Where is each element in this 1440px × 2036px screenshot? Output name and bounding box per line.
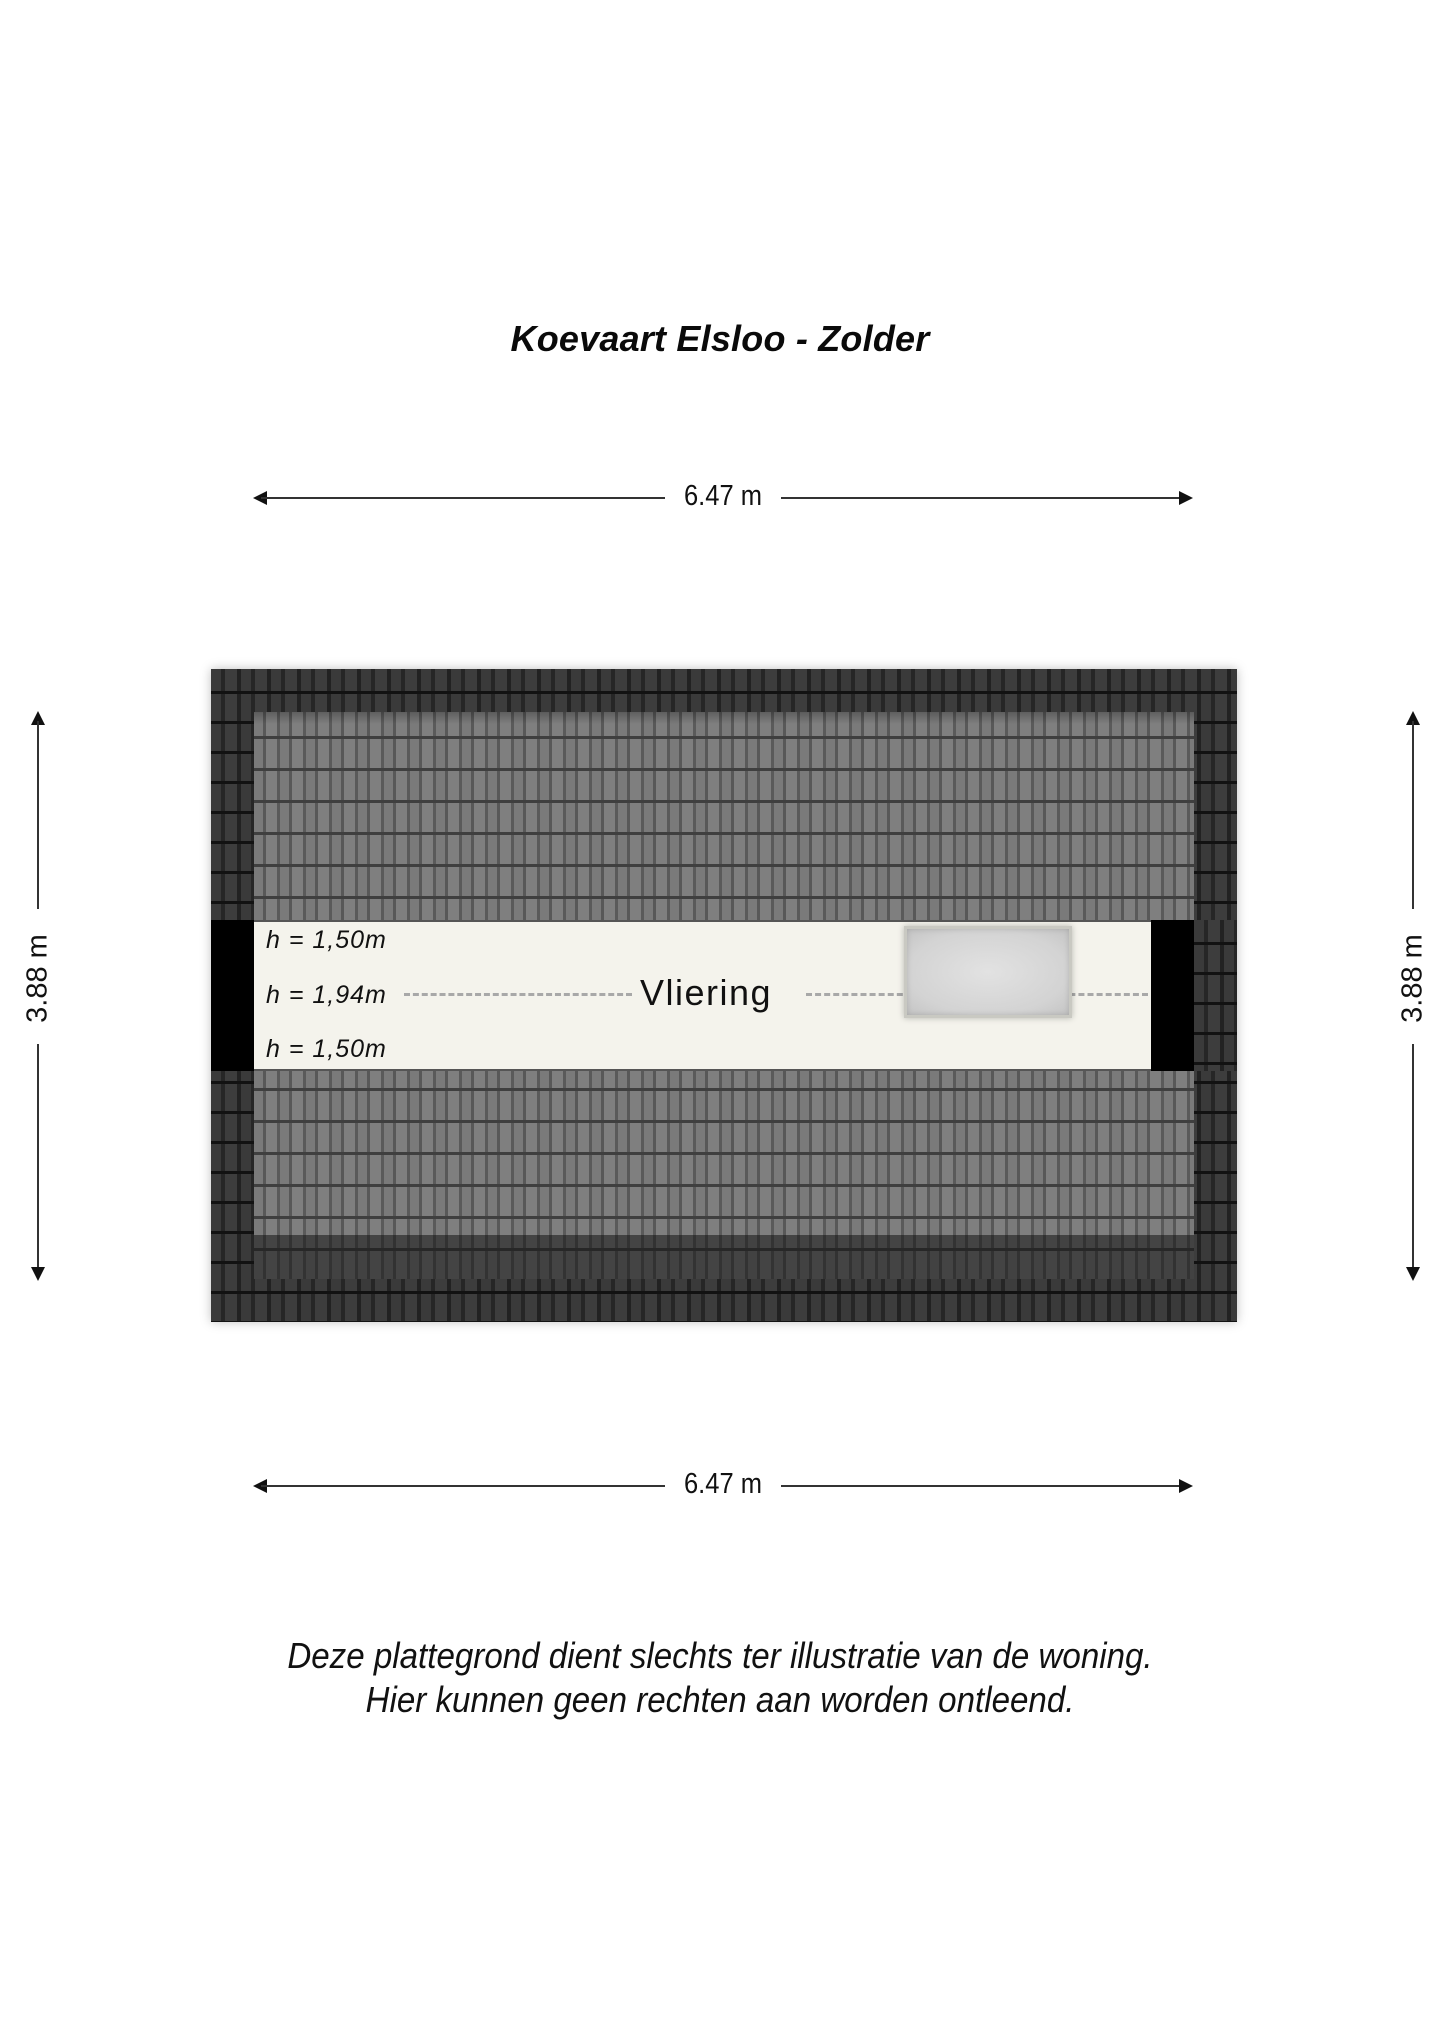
bottom-width-dimension	[253, 1466, 1193, 1506]
room-floor	[254, 920, 1151, 1071]
wall-cap-right	[1151, 920, 1194, 1071]
height-label-bottom: h = 1,50m	[266, 1035, 387, 1063]
right-depth-label: 3.88 m	[1396, 934, 1429, 1023]
top-width-label: 6.47 m	[683, 480, 763, 512]
dimension-line	[781, 1485, 1185, 1487]
floorplan-title: Koevaart Elsloo - Zolder	[510, 318, 930, 359]
arrow-right-icon	[1179, 491, 1193, 505]
dimension-line	[781, 497, 1185, 499]
roof-edge-right	[1194, 920, 1237, 1071]
disclaimer-line-2: Hier kunnen geen rechten aan worden ontleend.	[365, 1679, 1075, 1720]
ridge-line	[404, 993, 632, 996]
roof-eave-shadow	[254, 1235, 1194, 1279]
dimension-line	[1412, 1044, 1414, 1271]
left-depth-label: 3.88 m	[21, 934, 54, 1023]
arrow-down-icon	[1406, 1267, 1420, 1281]
height-label-top: h = 1,50m	[266, 926, 387, 954]
arrow-down-icon	[31, 1267, 45, 1281]
arrow-right-icon	[1179, 1479, 1193, 1493]
wall-cap-left	[211, 920, 254, 1071]
room-name: Vliering	[640, 972, 773, 1013]
height-label-middle: h = 1,94m	[266, 981, 387, 1009]
dimension-line	[261, 1485, 665, 1487]
top-width-dimension	[253, 478, 1193, 518]
vliering-room	[211, 920, 1237, 1071]
dimension-line	[37, 721, 39, 909]
bottom-width-label: 6.47 m	[683, 1468, 763, 1500]
dimension-line	[1412, 721, 1414, 909]
disclaimer-line-1: Deze plattegrond dient slechts ter illustratie van de woning.	[287, 1635, 1153, 1676]
left-depth-dimension	[18, 711, 58, 1281]
skylight-icon	[904, 926, 1072, 1018]
floor-plan	[211, 669, 1237, 1322]
dimension-line	[37, 1044, 39, 1271]
disclaimer	[0, 1634, 1440, 1722]
right-depth-dimension	[1393, 711, 1433, 1281]
dimension-line	[261, 497, 665, 499]
